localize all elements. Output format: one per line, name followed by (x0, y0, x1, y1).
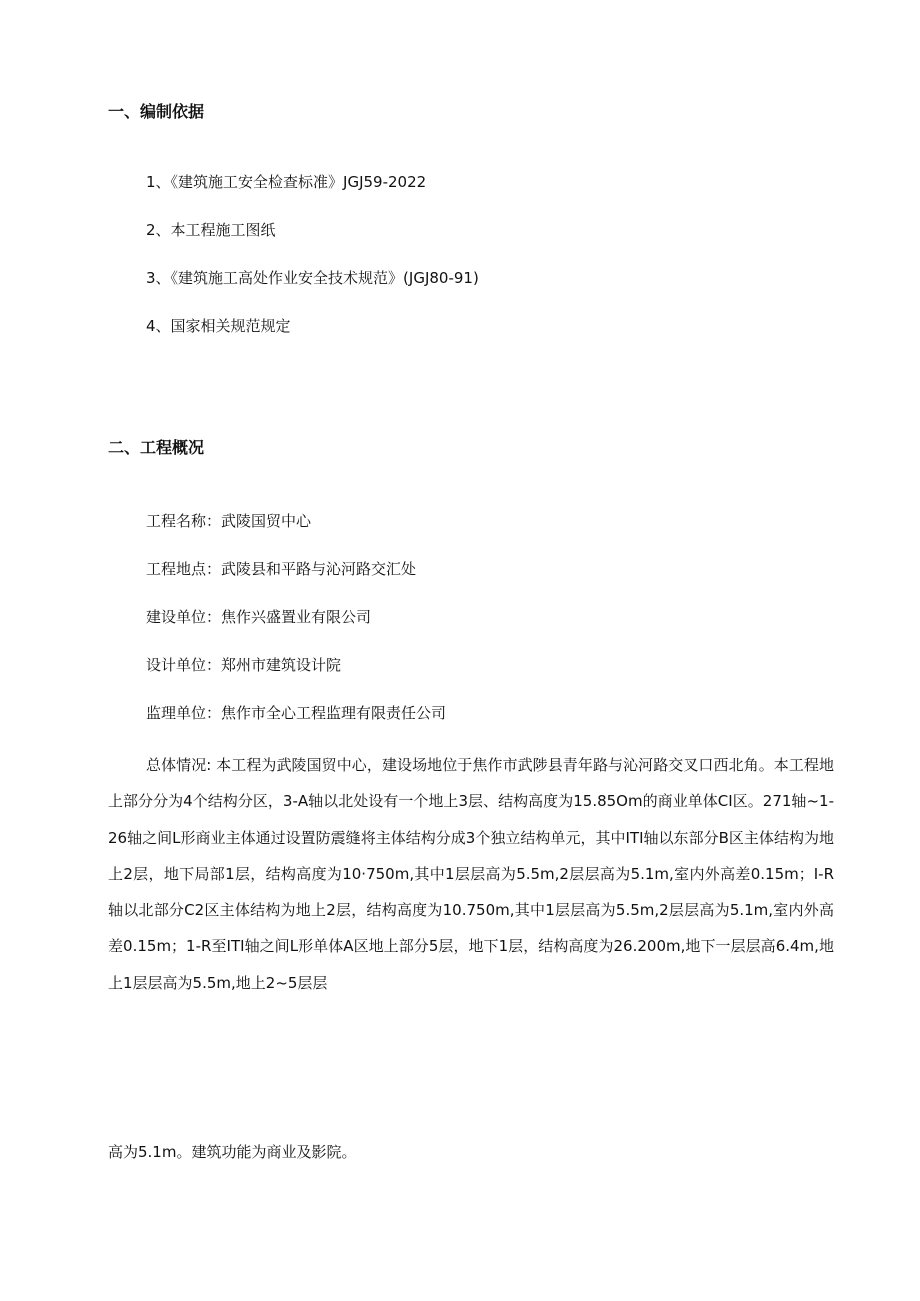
developer-field: 建设单位：焦作兴盛置业有限公司 (146, 608, 372, 626)
project-location-field: 工程地点：武陵县和平路与沁河路交汇处 (146, 560, 417, 578)
overview-paragraph-tail: 高为5.1m。建筑功能为商业及影院。 (108, 1143, 357, 1161)
project-name-field: 工程名称：武陵国贸中心 (146, 512, 312, 530)
section-heading-overview: 二、工程概况 (108, 438, 205, 457)
basis-item: 4、国家相关规范规定 (146, 317, 291, 335)
basis-item: 1、《建筑施工安全检查标准》JGJ59-2022 (146, 173, 427, 191)
overview-paragraph: 总体情况: 本工程为武陵国贸中心，建设场地位于焦作市武陟县青年路与沁河路交叉口西北角。本工程地上部分分为4个结构分区，3-A轴以北处设有一个地上3层、结构高度为15.85Om的商业单体CI区。271轴~1-26轴之间L形商业主体通过设置防震缝将主体结构分成3个独立结构单元，其中ITI轴以东部分B区主体结构为地上2层，地下局部1层，结构高度为10·750m,其中1层层高为5.5m,2层层高为5.1m,室内外高差0.15m；I-R轴以北部分C2区主体结构为地上2层，结构高度为10.750m,其中1层层高为5.5m,2层层高为5.1m,室内外高差0.15m；1-R至ITI轴之间L形单体A区地上部分5层，地下1层，结构高度为26.200m,地下一层层高6.4m,地上1层层高为5.5m,地上2~5层层 (108, 756, 834, 992)
basis-item: 2、本工程施工图纸 (146, 221, 276, 239)
supervisor-field: 监理单位：焦作市全心工程监理有限责任公司 (146, 704, 447, 722)
section-heading-basis: 一、编制依据 (108, 102, 205, 121)
basis-item: 3、《建筑施工高处作业安全技术规范》(JGJ80-91) (146, 269, 479, 287)
designer-field: 设计单位：郑州市建筑设计院 (146, 656, 342, 674)
